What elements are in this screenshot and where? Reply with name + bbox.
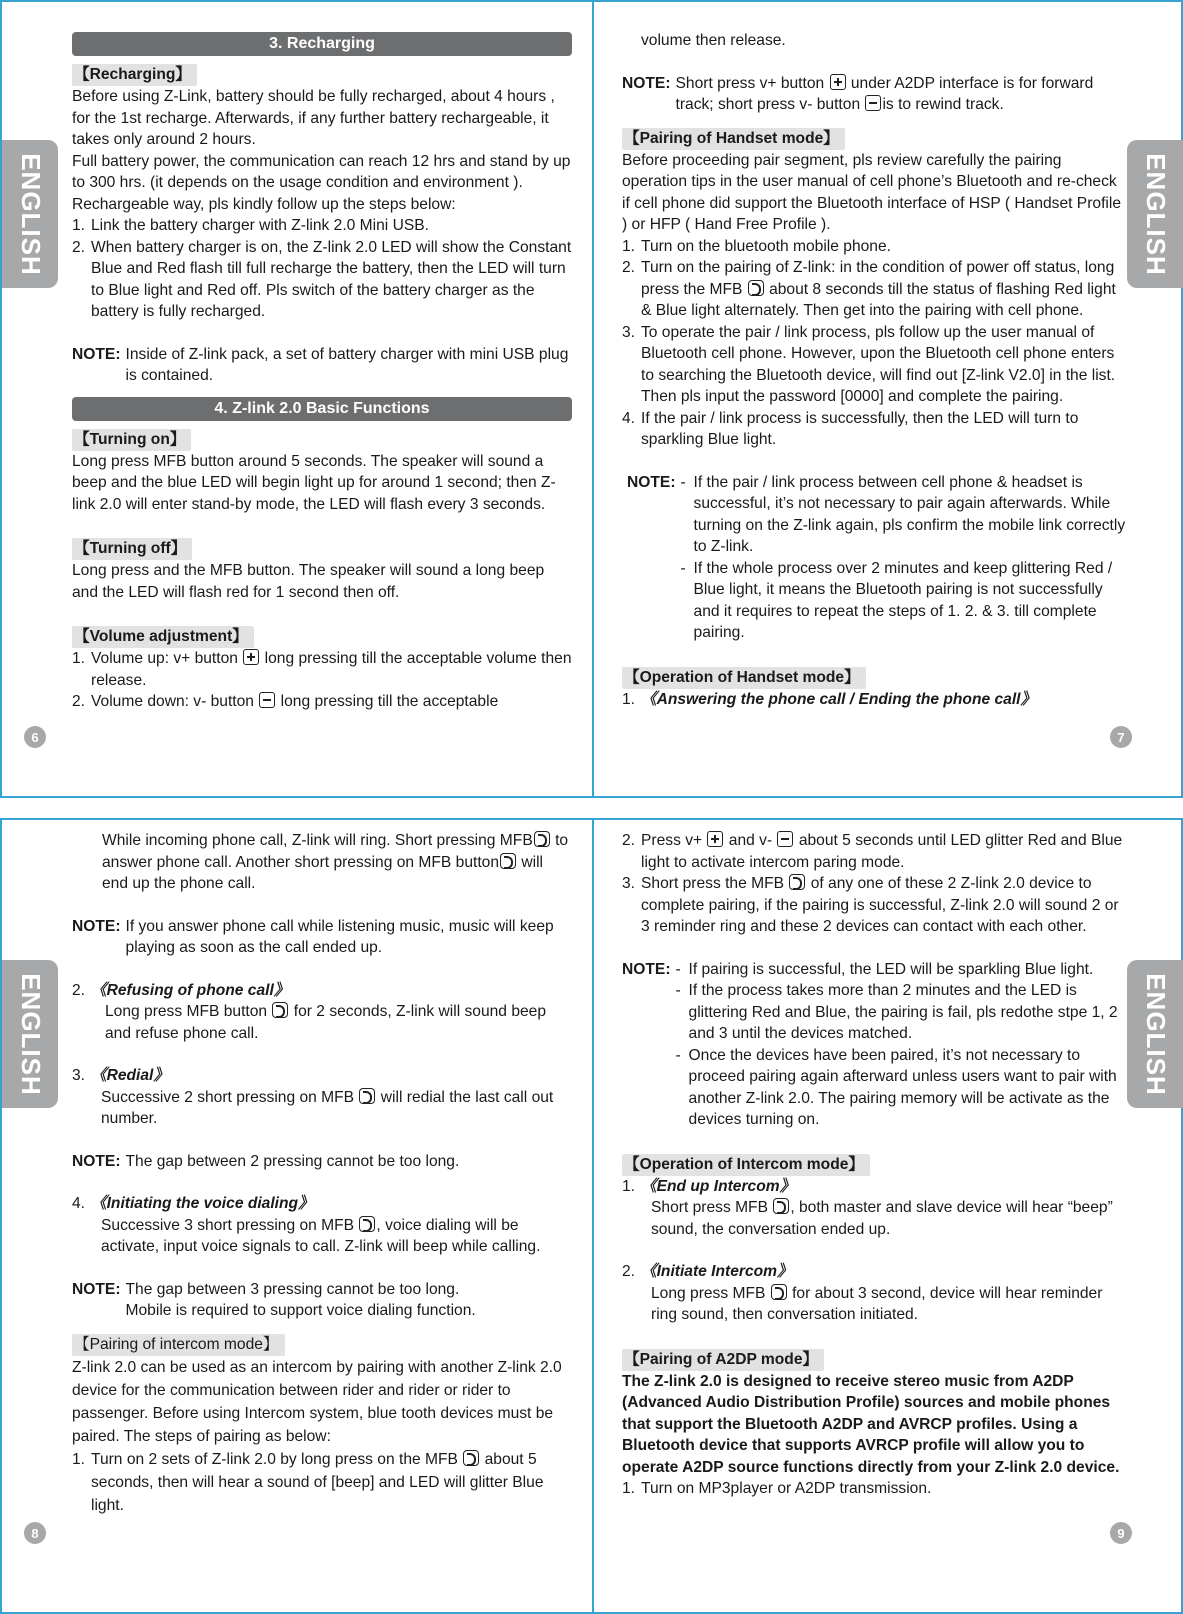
volume-down-icon bbox=[865, 95, 881, 111]
list-item: 4. 《Initiating the voice dialing》 Successive 3 short pressing on MFB , voice dialing will be activate, input voice signals to call. Z-link will beep while calling. bbox=[72, 1195, 541, 1255]
volume-down-icon bbox=[777, 831, 793, 847]
heading-pairing-a2dp: 【Pairing of A2DP mode】 bbox=[622, 1349, 824, 1371]
mfb-button-icon bbox=[359, 1216, 375, 1232]
page-number: 9 bbox=[1110, 1522, 1132, 1544]
paragraph: volume then release. bbox=[641, 32, 786, 49]
language-tab: ENGLISH bbox=[2, 960, 58, 1108]
page-9-content bbox=[622, 830, 1127, 1500]
list-item: 1. Turn on MP3player or A2DP transmission. bbox=[622, 1480, 932, 1497]
mfb-button-icon bbox=[773, 1198, 789, 1214]
page-7-content bbox=[622, 30, 1127, 710]
mfb-button-icon bbox=[748, 280, 764, 296]
paragraph: Before proceeding pair segment, pls review carefully the pairing operation tips in the user manual of cell phone’s Bluetooth and re-check if cell phone did support the Bluetooth interface of HSP ( Handset Profile ) or HFP ( Hand Free Profile ). bbox=[622, 151, 1122, 233]
page-8-content bbox=[72, 830, 572, 1517]
mfb-button-icon bbox=[359, 1088, 375, 1104]
list-item: 1. 《End up Intercom》 Short press MFB , both master and slave device will hear “beep” sound, the conversation ended up. bbox=[622, 1177, 1113, 1238]
mfb-button-icon bbox=[534, 831, 550, 847]
volume-down-icon bbox=[259, 692, 275, 708]
section-title-recharging: 3. Recharging bbox=[72, 32, 572, 56]
mfb-button-icon bbox=[500, 853, 516, 869]
paragraph: Rechargeable way, pls kindly follow up the steps below: bbox=[72, 195, 456, 213]
note: NOTE: If you answer phone call while listening music, music will keep playing as soon as the call ended up. bbox=[72, 917, 554, 956]
volume-up-icon bbox=[707, 831, 723, 847]
heading-pairing-handset: 【Pairing of Handset mode】 bbox=[622, 128, 845, 150]
list-item: 2. Press v+ and v- about 5 seconds until LED glitter Red and Blue light to activate intercom paring mode. bbox=[622, 832, 1123, 871]
language-tab: ENGLISH bbox=[2, 140, 58, 288]
paragraph: While incoming phone call, Z-link will ring. Short pressing MFB to answer phone call. Another short pressing on MFB button will end up the phone call. bbox=[102, 832, 569, 892]
heading-volume: 【Volume adjustment】 bbox=[72, 626, 254, 648]
list-item: 1. 《Answering the phone call / Ending the phone call》 bbox=[622, 690, 1037, 708]
list-item: 2. 《Refusing of phone call》 Long press MFB button for 2 seconds, Z-link will sound beep and refuse phone call. bbox=[72, 981, 547, 1042]
page-7 bbox=[594, 2, 1183, 796]
section-title-basic-functions: 4. Z-link 2.0 Basic Functions bbox=[72, 397, 572, 421]
spread-top bbox=[0, 0, 1183, 798]
paragraph: Z-link 2.0 can be used as an intercom by pairing with another Z-link 2.0 device for the communication between rider and rider or rider to passenger. Before using Intercom system, blue tooth devices must be paired. The steps of pairing as below: bbox=[72, 1358, 562, 1445]
language-tab: ENGLISH bbox=[1127, 960, 1183, 1108]
page-number: 8 bbox=[24, 1522, 46, 1544]
mfb-button-icon bbox=[272, 1002, 288, 1018]
list-item: 1. Volume up: v+ button long pressing till the acceptable volume then release. bbox=[72, 650, 572, 689]
page-6 bbox=[2, 2, 592, 796]
list-item: 3. Short press the MFB of any one of these 2 Z-link 2.0 device to complete pairing, if the pairing is successful, Z-link 2.0 will sound 2 or 3 reminder ring and these 2 devices can contact with each other. bbox=[622, 875, 1119, 935]
page-9 bbox=[594, 820, 1183, 1612]
heading-turning-off: 【Turning off】 bbox=[72, 538, 192, 560]
spread-bottom bbox=[0, 818, 1183, 1614]
note: NOTE: The gap between 2 pressing cannot be too long. bbox=[72, 1152, 460, 1170]
list-item: 2. Turn on the pairing of Z-link: in the condition of power off status, long press the MFB about 8 seconds till the status of flashing Red light & Blue light alternately. Then get into the pairing with cell phone. bbox=[622, 259, 1116, 319]
heading-turning-on: 【Turning on】 bbox=[72, 429, 191, 451]
mfb-button-icon bbox=[771, 1284, 787, 1300]
list-item: 2. When battery charger is on, the Z-link 2.0 LED will show the Constant Blue and Red flash till full recharge the battery, then the LED will turn to Blue light and Red off. Pls switch of the battery charger as the battery is fully recharged. bbox=[72, 238, 572, 320]
page-6-content bbox=[72, 32, 572, 713]
list-item: 1. Turn on 2 sets of Z-link 2.0 by long press on the MFB about 5 seconds, then will hear a sound of [beep] and LED will glitter Blue light. bbox=[72, 1450, 544, 1514]
heading-operation-intercom: 【Operation of Intercom mode】 bbox=[622, 1154, 870, 1176]
note: NOTE: - If the pair / link process between cell phone & headset is successful, it’s not necessary to pair again afterwards. While turning on the Z-link again, pls confirm the mobile link correctly to Z-link. - If the whole process over 2 minutes and keep glittering Red / Blue light, it means the Bluetooth pairing is not successfully and it requires to repeat the steps of 1. 2. & 3. till complete pairing. bbox=[627, 473, 1126, 641]
paragraph: Long press and the MFB button. The speaker will sound a long beep and the LED will flash red for 1 second then off. bbox=[72, 562, 545, 601]
note: NOTE: - If pairing is successful, the LED will be sparkling Blue light. - If the process takes more than 2 minutes and the LED is glittering Red and Blue, the pairing is fail, pls redothe stpe 1, 2 and 3 until the devices matched. - Once the devices have been paired, it’s not necessary to proceed pairing again afterward unless users want to pair with another Z-link 2.0. The pairing memory will be activate as the devices turning on. bbox=[622, 960, 1118, 1128]
list-item: 1. Turn on the bluetooth mobile phone. bbox=[622, 237, 891, 255]
paragraph: Long press MFB button around 5 seconds. The speaker will sound a beep and the blue LED will begin light up for around 1 second; then Z-link 2.0 will enter stand-by mode, the LED will flash every 3 seconds. bbox=[72, 452, 556, 513]
volume-up-icon bbox=[243, 649, 259, 665]
mfb-button-icon bbox=[789, 874, 805, 890]
heading-pairing-intercom: 【Pairing of intercom mode】 bbox=[72, 1334, 285, 1356]
heading-recharging: 【Recharging】 bbox=[72, 64, 197, 86]
note: NOTE: The gap between 3 pressing cannot be too long. Mobile is required to support voice dialing function. bbox=[72, 1280, 476, 1319]
paragraph: Before using Z-Link, battery should be fully recharged, about 4 hours , for the 1st recharge. Afterwards, if any further battery rechargeable, it takes only around 2 hours. bbox=[72, 88, 555, 148]
page-8 bbox=[2, 820, 592, 1612]
language-tab: ENGLISH bbox=[1127, 140, 1183, 288]
list-item: 1. Link the battery charger with Z-link 2.0 Mini USB. bbox=[72, 217, 429, 234]
list-item: 2. Volume down: v- button long pressing till the acceptable bbox=[72, 693, 499, 710]
page-number: 6 bbox=[24, 726, 46, 748]
list-item: 2. 《Initiate Intercom》 Long press MFB for about 3 second, device will hear reminder ring sound, then conversation initiated. bbox=[622, 1263, 1103, 1323]
heading-operation-handset: 【Operation of Handset mode】 bbox=[622, 667, 866, 689]
paragraph: Full battery power, the communication can reach 12 hrs and stand by up to 300 hrs. (it depends on the usage condition and environment ). bbox=[72, 152, 571, 191]
note: NOTE: Short press v+ button under A2DP interface is for forward track; short press v- button is to rewind track. bbox=[622, 74, 1094, 113]
paragraph: The Z-link 2.0 is designed to receive stereo music from A2DP (Advanced Audio Distribution Profile) sources and mobile phones that support the Bluetooth A2DP and AVRCP profiles. Using a Bluetooth device that supports AVRCP profile will allow you to operate A2DP source functions directly from your Z-link 2.0 device. bbox=[622, 1372, 1120, 1476]
page-number: 7 bbox=[1110, 726, 1132, 748]
mfb-button-icon bbox=[463, 1450, 479, 1466]
volume-up-icon bbox=[830, 74, 846, 90]
list-item: 4. If the pair / link process is successfully, then the LED will turn to sparkling Blue light. bbox=[622, 409, 1079, 448]
list-item: 3. To operate the pair / link process, pls follow up the user manual of Bluetooth cell phone. However, upon the Bluetooth cell phone enters to searching the Bluetooth device, will find out [Z-link V2.0] in the list. Then pls input the password [0000] and complete the pairing. bbox=[622, 323, 1116, 405]
note: NOTE: Inside of Z-link pack, a set of battery charger with mini USB plug is contained. bbox=[72, 345, 569, 384]
list-item: 3. 《Redial》 Successive 2 short pressing on MFB will redial the last call out number. bbox=[72, 1067, 554, 1127]
